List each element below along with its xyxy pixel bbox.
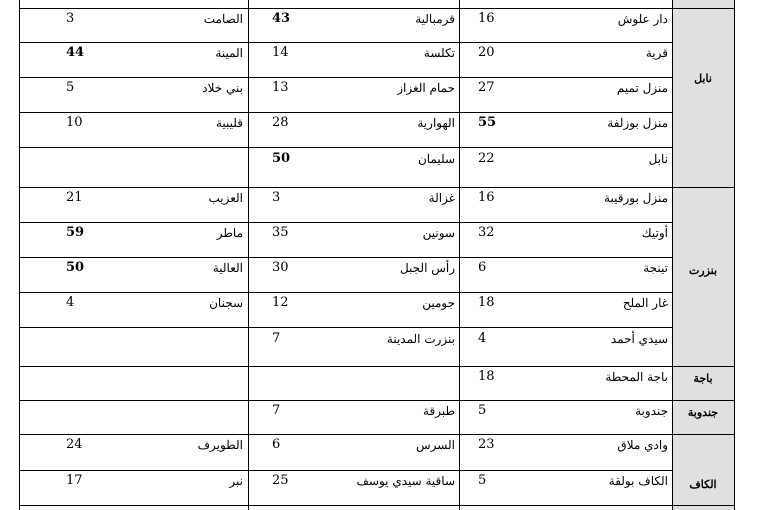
cell-count: 16 [478,11,495,26]
cell-count: 13 [272,80,289,95]
grid-line [19,147,672,148]
grid-line [19,112,672,113]
cell-place-name: بني خلاد [202,81,243,95]
cell-place-name: غزالة [428,191,455,205]
grid-line [19,434,735,435]
cell-count: 44 [66,45,85,60]
cell-count: 23 [478,437,495,452]
cell-place-name: طبرقة [423,404,455,418]
cell-place-name: الطويرف [197,438,243,452]
grid-line [19,42,672,43]
cell-count: 6 [272,437,281,452]
grid-line [19,8,735,9]
cell-count: 35 [272,225,289,240]
cell-count: 5 [478,403,487,418]
cell-count: 24 [66,437,83,452]
cell-place-name: تكلسة [423,46,455,60]
cell-place-name: منزل بورقيبة [604,191,668,205]
region-label-beja: باجة [693,372,713,385]
grid-line [19,400,735,401]
grid-line [19,470,672,471]
cell-place-name: ساقية سيدي يوسف [356,474,455,488]
cell-count: 3 [66,11,75,26]
cell-place-name: العالية [212,261,243,275]
region-label-bizerte: بنزرت [688,264,718,277]
cell-count: 16 [478,190,495,205]
grid-line [19,292,672,293]
cell-place-name: المينة [215,46,243,60]
cell-place-name: سونين [422,226,455,240]
grid-line [19,257,672,258]
cell-place-name: منزل تميم [616,81,668,95]
cell-count: 50 [272,151,291,166]
cell-place-name: قرية [645,46,668,60]
cell-count: 25 [272,473,289,488]
cell-count: 7 [272,331,281,346]
cell-count: 27 [478,80,495,95]
cell-count: 28 [272,115,289,130]
cell-count: 10 [66,115,83,130]
region-label-nabeul: نابل [694,72,712,85]
cell-count: 59 [66,225,85,240]
grid-line [19,187,735,188]
cell-count: 18 [478,369,495,384]
cell-count: 12 [272,295,289,310]
cell-count: 4 [478,331,487,346]
cell-place-name: أوتيك [641,226,668,240]
grid-line [19,222,672,223]
grid-line [19,366,735,367]
grid-line [19,77,672,78]
cell-count: 14 [272,45,289,60]
cell-count: 5 [478,473,487,488]
cell-count: 50 [66,260,85,275]
cell-place-name: سيدي أحمد [610,332,668,346]
cell-count: 3 [272,190,281,205]
cell-count: 18 [478,295,495,310]
cell-place-name: قليبية [215,116,243,130]
cell-count: 30 [272,260,289,275]
cell-place-name: حمام الغزاز [397,81,455,95]
cell-place-name: نبر [229,474,243,488]
cell-place-name: الكاف بولقة [608,474,668,488]
cell-count: 4 [66,295,75,310]
cell-place-name: رأس الجبل [399,261,455,275]
region-label-jendouba: جندوبة [687,406,719,419]
cell-place-name: غار الملح [622,296,668,310]
cell-place-name: سجنان [209,296,243,310]
cell-place-name: العزيب [208,191,243,205]
grid-line [19,505,735,506]
cell-place-name: جندوبة [635,404,668,418]
cell-count: 55 [478,115,497,130]
cell-count: 5 [66,80,75,95]
grid-line [19,327,672,328]
cell-place-name: باجة المحطة [605,370,668,384]
cell-place-name: جومين [422,296,455,310]
cell-place-name: الهوارية [417,116,455,130]
cell-count: 17 [66,473,83,488]
cell-place-name: وادي ملاق [617,438,668,452]
cell-place-name: دار علوش [617,12,668,26]
cell-place-name: الصامت [203,12,243,26]
cell-place-name: ماطر [216,226,243,240]
cell-place-name: سليمان [417,152,455,166]
cell-count: 43 [272,11,291,26]
cell-count: 20 [478,45,495,60]
cell-place-name: نابل [648,152,668,166]
cell-place-name: السرس [416,438,455,452]
cell-count: 21 [66,190,83,205]
cell-count: 6 [478,260,487,275]
cell-place-name: تينجة [643,261,668,275]
cell-place-name: منزل بوزلفة [607,116,668,130]
cell-count: 32 [478,225,495,240]
region-label-kef: الكاف [689,478,717,491]
cell-place-name: قرمبالية [415,12,455,26]
cell-count: 7 [272,403,281,418]
cell-place-name: بنزرت المدينة [386,332,455,346]
cell-count: 22 [478,151,495,166]
